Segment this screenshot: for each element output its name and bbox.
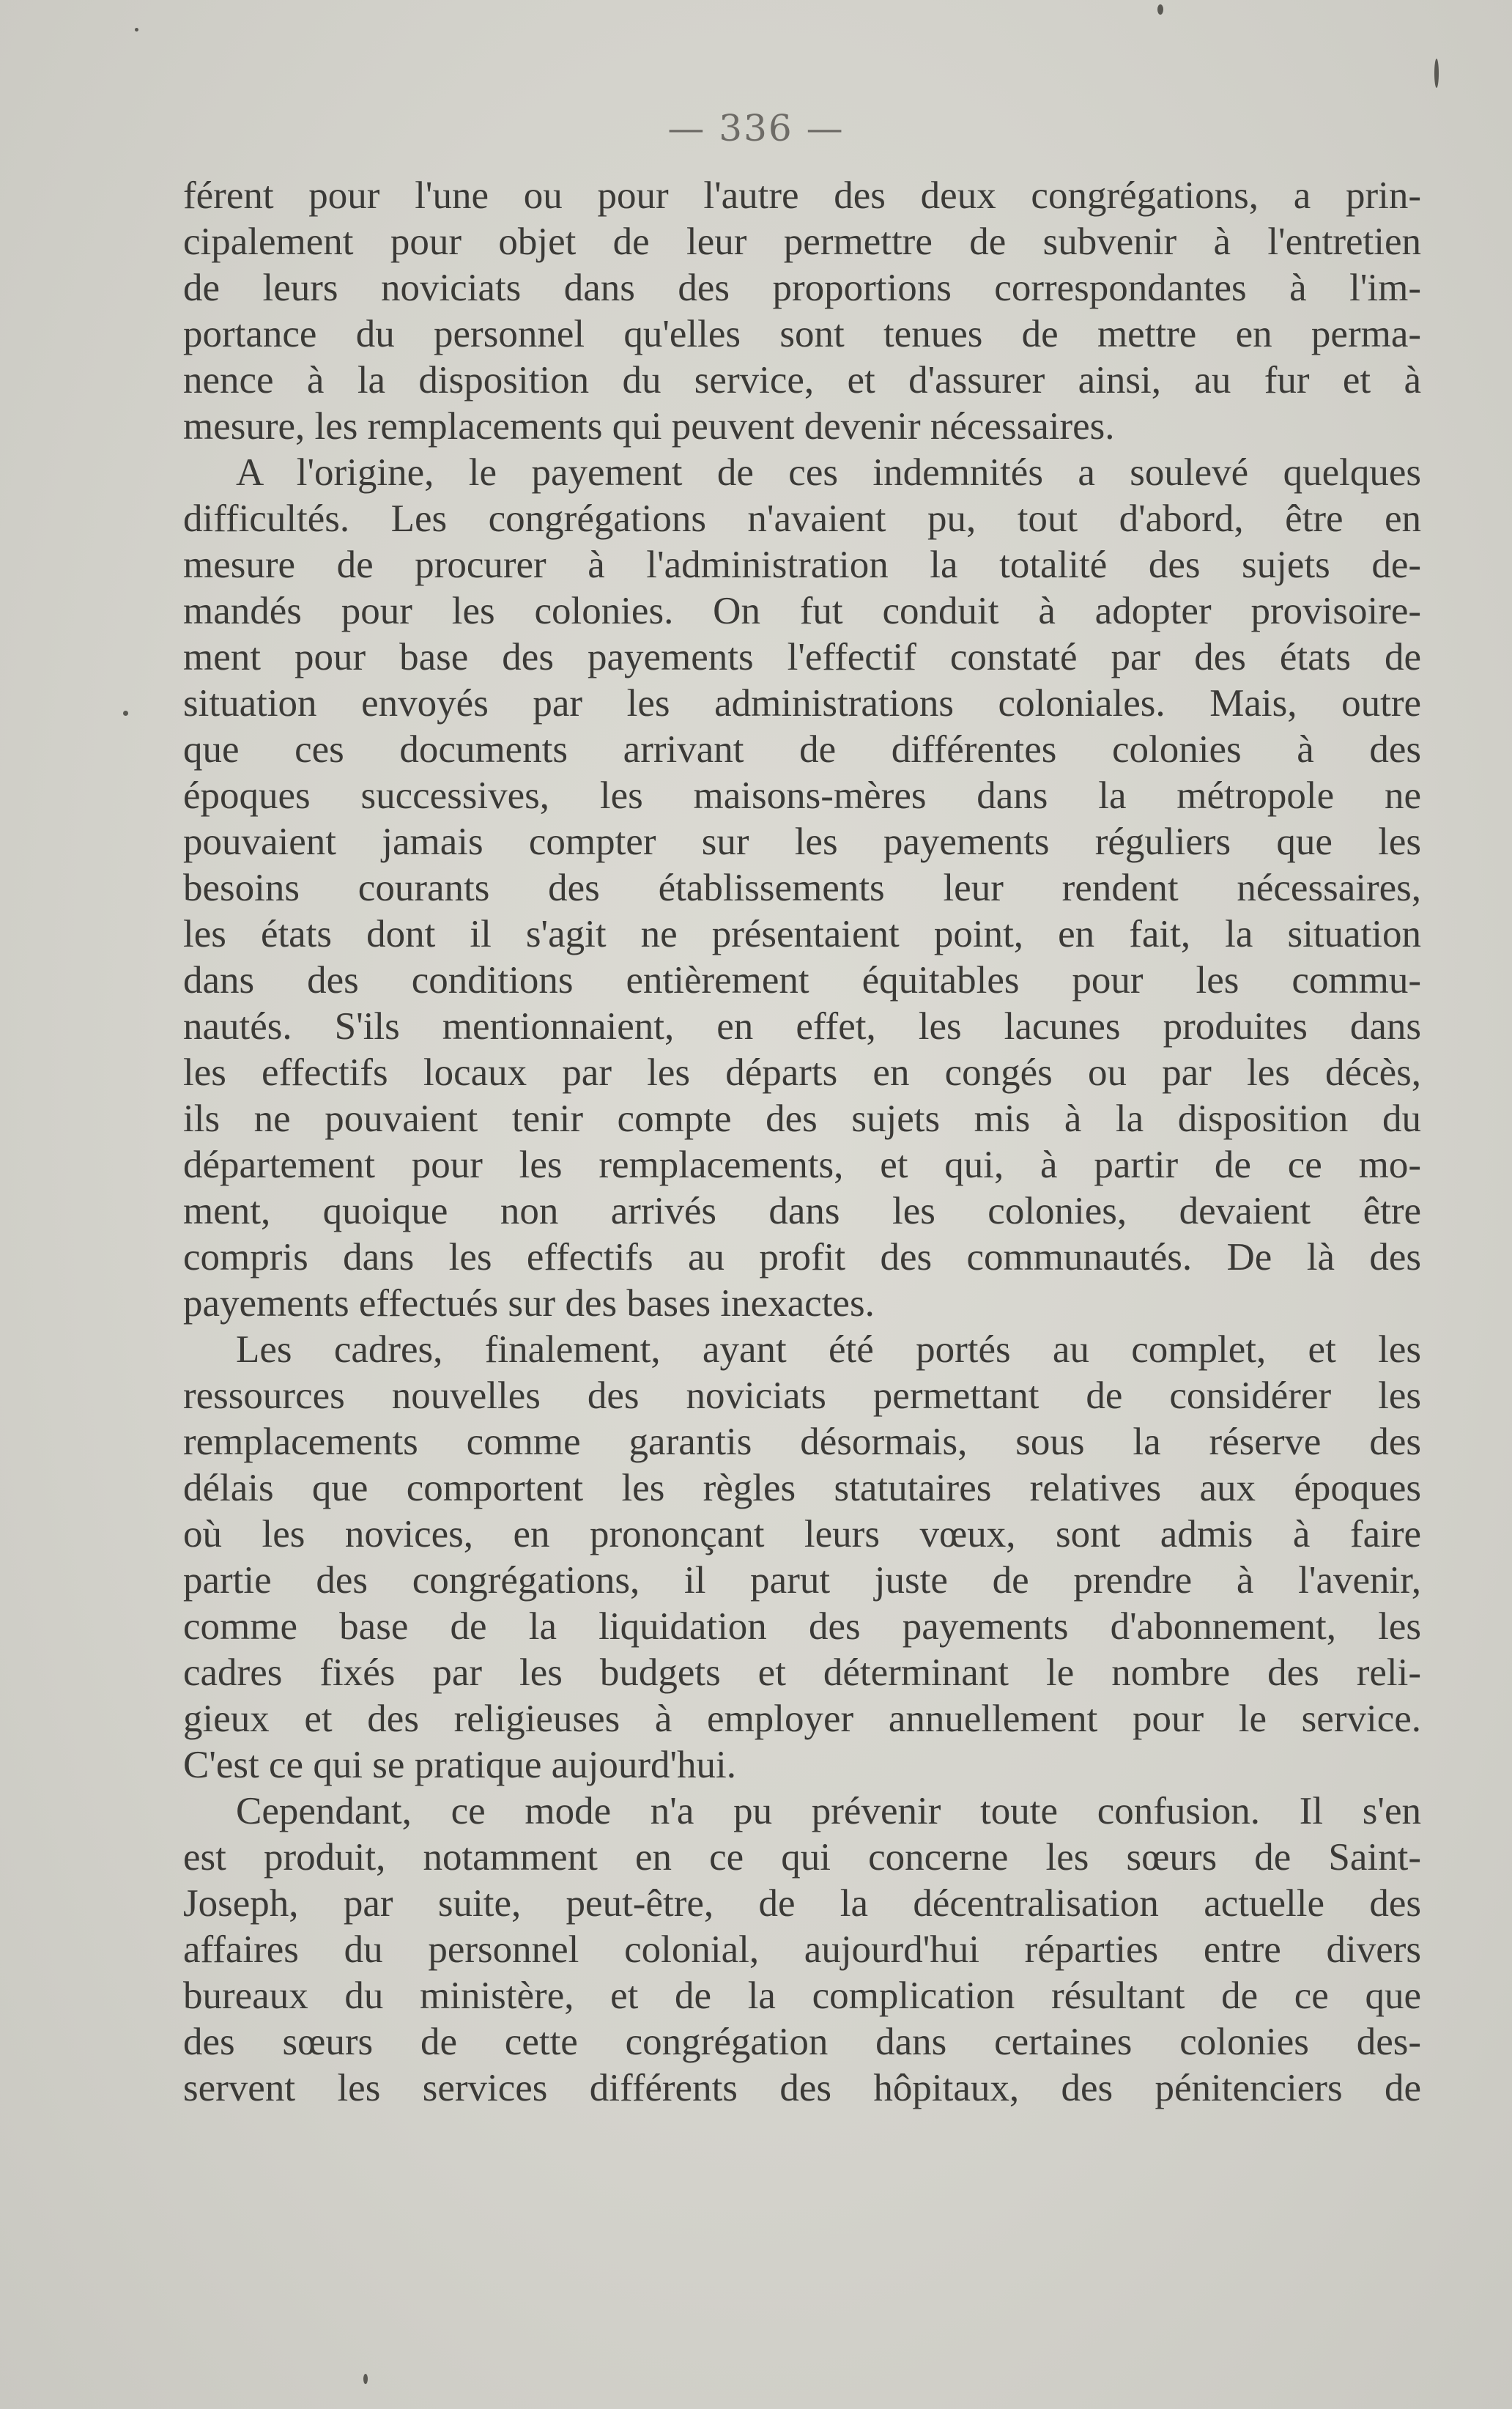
text-line: est produit, notamment en ce qui concerne les sœurs de Saint- bbox=[183, 1836, 1421, 1879]
text-line: servent les services différents des hôpitaux, des pénitenciers de bbox=[183, 2067, 1421, 2109]
paragraph-2 bbox=[183, 450, 1421, 1327]
text-line: portance du personnel qu'elles sont tenues de mettre en perma- bbox=[183, 313, 1421, 355]
scan-speck bbox=[123, 711, 128, 716]
page-number: — 336 — bbox=[667, 107, 845, 149]
text-line: où les novices, en prononçant leurs vœux, sont admis à faire bbox=[183, 1513, 1421, 1555]
text-line: que ces documents arrivant de différentes colonies à des bbox=[183, 728, 1421, 771]
body-text bbox=[183, 173, 1421, 2112]
paragraph-3 bbox=[183, 1327, 1421, 1788]
text-line: département pour les remplacements, et qui, à partir de ce mo- bbox=[183, 1144, 1421, 1186]
text-line: de leurs noviciats dans des proportions correspondantes à l'im- bbox=[183, 267, 1421, 309]
text-line: besoins courants des établissements leur rendent nécessaires, bbox=[183, 867, 1421, 909]
text-line: pouvaient jamais compter sur les payements réguliers que les bbox=[183, 821, 1421, 863]
text-line: A l'origine, le payement de ces indemnités a soulevé quelques bbox=[236, 451, 1421, 494]
text-line: situation envoyés par les administrations coloniales. Mais, outre bbox=[183, 682, 1421, 725]
text-line: compris dans les effectifs au profit des communautés. De là des bbox=[183, 1236, 1421, 1278]
scan-speck bbox=[135, 28, 138, 32]
scan-speck bbox=[1157, 4, 1163, 15]
text-line: mesure de procurer à l'administration la totalité des sujets de- bbox=[183, 544, 1421, 586]
paragraph-1 bbox=[183, 173, 1421, 450]
text-line: des sœurs de cette congrégation dans certaines colonies des- bbox=[183, 2021, 1421, 2063]
text-line: affaires du personnel colonial, aujourd'hui réparties entre divers bbox=[183, 1928, 1421, 1971]
text-line: délais que comportent les règles statutaires relatives aux époques bbox=[183, 1467, 1421, 1509]
text-line: ressources nouvelles des noviciats permettant de considérer les bbox=[183, 1374, 1421, 1417]
text-line: remplacements comme garantis désormais, sous la réserve des bbox=[183, 1421, 1421, 1463]
text-line: Cependant, ce mode n'a pu prévenir toute confusion. Il s'en bbox=[236, 1790, 1421, 1832]
text-line: époques successives, les maisons-mères dans la métropole ne bbox=[183, 774, 1421, 817]
text-line: ment pour base des payements l'effectif constaté par des états de bbox=[183, 636, 1421, 678]
text-line: les états dont il s'agit ne présentaient point, en fait, la situation bbox=[183, 913, 1421, 955]
text-line: dans des conditions entièrement équitables pour les commu- bbox=[183, 959, 1421, 1002]
paragraph-4 bbox=[183, 1788, 1421, 2112]
text-line: payements effectués sur des bases inexactes. bbox=[183, 1282, 875, 1325]
text-line: gieux et des religieuses à employer annuellement pour le service. bbox=[183, 1698, 1421, 1740]
scan-speck bbox=[363, 2374, 368, 2384]
text-line: Les cadres, finalement, ayant été portés au complet, et les bbox=[236, 1328, 1421, 1371]
text-line: nence à la disposition du service, et d'assurer ainsi, au fur et à bbox=[183, 359, 1421, 402]
text-line: bureaux du ministère, et de la complication résultant de ce que bbox=[183, 1975, 1421, 2017]
text-line: mandés pour les colonies. On fut conduit à adopter provisoire- bbox=[183, 590, 1421, 632]
text-line: Joseph, par suite, peut-être, de la décentralisation actuelle des bbox=[183, 1882, 1421, 1925]
text-line: C'est ce qui se pratique aujourd'hui. bbox=[183, 1744, 737, 1786]
text-line: mesure, les remplacements qui peuvent devenir nécessaires. bbox=[183, 405, 1115, 448]
text-line: nautés. S'ils mentionnaient, en effet, les lacunes produites dans bbox=[183, 1005, 1421, 1048]
text-line: férent pour l'une ou pour l'autre des deux congrégations, a prin- bbox=[183, 174, 1421, 217]
text-line: les effectifs locaux par les départs en congés ou par les décès, bbox=[183, 1051, 1421, 1094]
text-line: cipalement pour objet de leur permettre de subvenir à l'entretien bbox=[183, 221, 1421, 263]
text-line: difficultés. Les congrégations n'avaient pu, tout d'abord, être en bbox=[183, 497, 1421, 540]
text-line: comme base de la liquidation des payements d'abonnement, les bbox=[183, 1605, 1421, 1648]
text-line: ils ne pouvaient tenir compte des sujets mis à la disposition du bbox=[183, 1098, 1421, 1140]
text-line: ment, quoique non arrivés dans les colonies, devaient être bbox=[183, 1190, 1421, 1232]
text-line: cadres fixés par les budgets et déterminant le nombre des reli- bbox=[183, 1651, 1421, 1694]
scan-speck bbox=[1434, 59, 1439, 88]
text-line: partie des congrégations, il parut juste de prendre à l'avenir, bbox=[183, 1559, 1421, 1602]
